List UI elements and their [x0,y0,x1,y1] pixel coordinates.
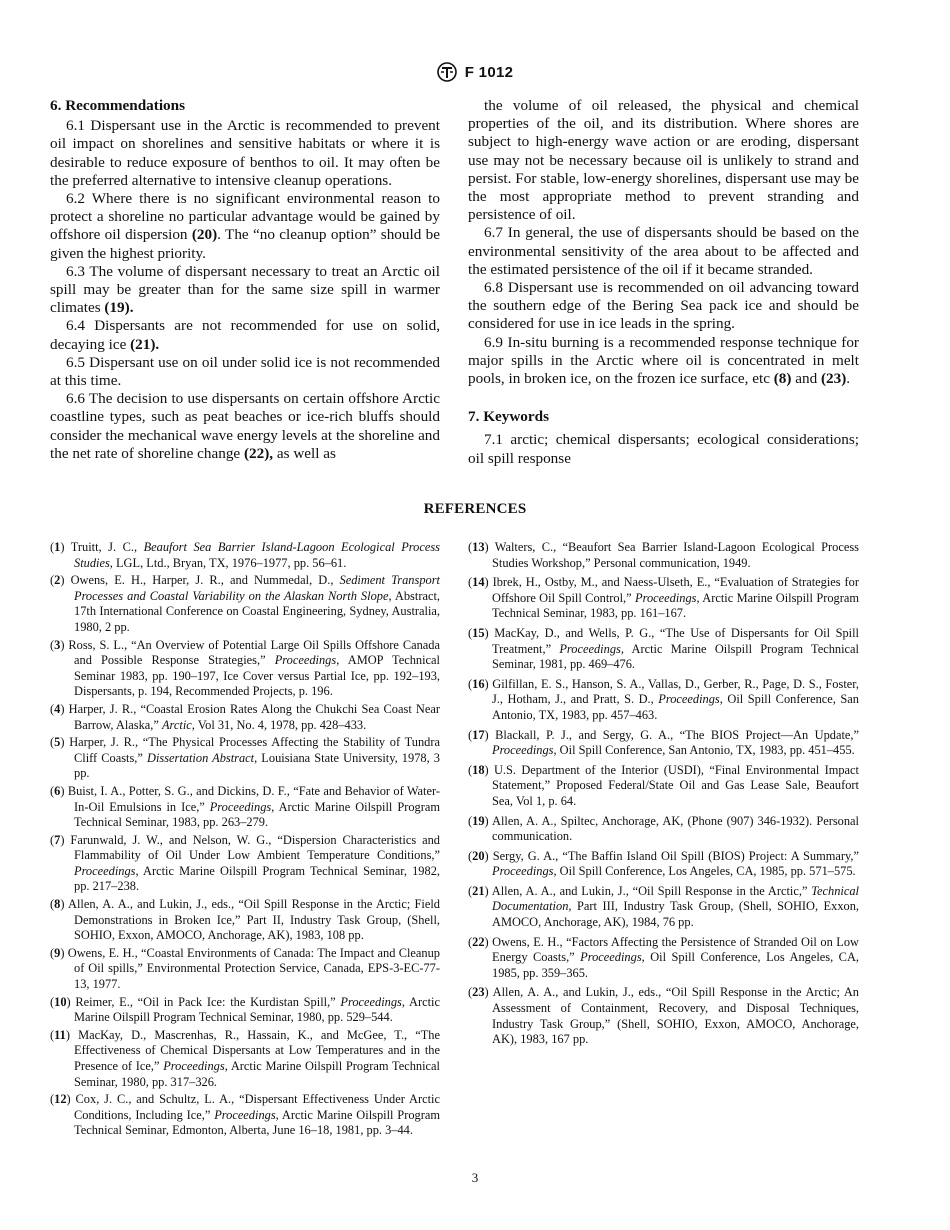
references-left-column [50,540,440,1141]
reference-item: (14) Ibrek, H., Ostby, M., and Naess-Ulseth, E., “Evaluation of Strategies for Offshore Oil Spill Control,” Proceedings, Arctic Marine Oilspill Program Technical Seminar, 1983, pp. 161–167. [468,575,859,621]
reference-item: (9) Owens, E. H., “Coastal Environments of Canada: The Impact and Cleanup of Oil spills,” Environmental Protection Service, Canada, EPS-3-EC-77-13, 1977. [50,945,440,992]
reference-item: (10) Reimer, E., “Oil in Pack Ice: the Kurdistan Spill,” Proceedings, Arctic Marine Oilspill Program Technical Seminar, 1980, pp. 529–544. [50,994,440,1025]
section-6-continued-paragraphs [468,97,859,388]
paragraph: 6.4 Dispersants are not recommended for use on solid, decaying ice (21). [50,317,440,353]
standard-designation: F 1012 [464,63,514,81]
paragraph: 6.6 The decision to use dispersants on certain offshore Arctic coastline types, such as peat beaches or ice-rich bluffs should consider the mechanical wave energy levels at the shoreline and the net rate of shoreline change (22), as well as [50,390,440,462]
reference-item: (17) Blackall, P. J., and Sergy, G. A., “The BIOS Project—An Update,” Proceedings, Oil Spill Conference, San Antonio, TX, 1983, pp. 451–455. [468,727,859,758]
reference-item: (20) Sergy, G. A., “The Baffin Island Oil Spill (BIOS) Project: A Summary,” Proceedings, Oil Spill Conference, Los Angeles, CA, 1985, pp. 571–575. [468,848,859,879]
paragraph: the volume of oil released, the physical and chemical properties of the oil, and its distribution. Where shores are subject to high-energy wave action or are eroding, dispersant use may not be necessary because oil is unlikely to strand and persist. For stable, low-energy shorelines, dispersant use may be the most appropriate method to prevent stranding and persistence of oil. [468,97,859,224]
paragraph: 6.2 Where there is no significant environmental reason to protect a shoreline no particular advantage would be gained by offshore oil dispersion (20). The “no cleanup option” should be given the highest priority. [50,190,440,262]
reference-item: (3) Ross, S. L., “An Overview of Potential Large Oil Spills Offshore Canada and Possible Response Strategies,” Proceedings, AMOP Technical Seminar 1983, pp. 190–197, Ice Cover versus Partial Ice, pp. 192–193, Dispersants, p. 194, Recommended Projects, p. 196. [50,637,440,699]
paragraph: 6.8 Dispersant use is recommended on oil advancing toward the southern edge of the Bering Sea pack ice and should be considered for use in ice leads in the spring. [468,279,859,333]
left-column [50,97,440,463]
right-column [468,97,859,468]
paragraph: 6.5 Dispersant use on oil under solid ice is not recommended at this time. [50,353,440,390]
reference-item: (5) Harper, J. R., “The Physical Processes Affecting the Stability of Tundra Cliff Coasts,” Dissertation Abstract, Louisiana State University, 1978, 3 pp. [50,735,440,781]
references-title: REFERENCES [423,501,527,517]
reference-item: (18) U.S. Department of the Interior (USDI), “Final Environmental Impact Statement,” Proposed Federal/State Oil and Gas Lease Sale, Beaufort Sea, Vol 1, p. 64. [468,762,859,808]
reference-item: (6) Buist, I. A., Potter, S. G., and Dickins, D. F., “Fate and Behavior of Water-In-Oil Emulsions in Ice,” Proceedings, Arctic Marine Oilspill Program Technical Seminar, 1983, pp. 263–279. [50,783,440,830]
reference-item: (12) Cox, J. C., and Schultz, L. A., “Dispersant Effectiveness Under Arctic Conditions, Including Ice,” Proceedings, Arctic Marine Oilspill Program Technical Seminar, Edmonton, Alberta, June 16–18, 1981, pp. 3–44. [50,1092,440,1138]
page-header [0,62,950,82]
paragraph: 6.3 The volume of dispersant necessary to treat an Arctic oil spill may be greater than for the same size spill in warmer climates (19). [50,262,440,317]
section-6-paragraphs [50,117,440,463]
reference-item: (7) Farunwald, J. W., and Nelson, W. G., “Dispersion Characteristics and Flammability of Oil Under Low Ambient Temperature Conditions,” Proceedings, Arctic Marine Oilspill Program Technical Seminar, 1982, pp. 217–238. [50,832,440,894]
paragraph: 6.7 In general, the use of dispersants should be based on the environmental sensitivity of the area about to be affected and the estimated persistence of the oil if it became stranded. [468,224,859,278]
reference-item: (8) Allen, A. A., and Lukin, J., eds., “Oil Spill Response in the Arctic; Field Demonstrations in Broken Ice,” Part II, Industry Task Group, (Shell, SOHIO, Exxon, AMOCO, Anchorage, AK), 1983, 108 pp. [50,897,440,943]
reference-item: (15) MacKay, D., and Wells, P. G., “The Use of Dispersants for Oil Spill Treatment,” Proceedings, Arctic Marine Oilspill Program Technical Seminar, 1981, pp. 469–476. [468,625,859,672]
paragraph: 7.1 arctic; chemical dispersants; ecological considerations; oil spill response [468,431,859,467]
reference-item: (2) Owens, E. H., Harper, J. R., and Nummedal, D., Sediment Transport Processes and Coastal Variability on the Alaskan North Slope, Abstract, 17th International Conference on Coastal Engineering, Sydney, Australia, 1980, 2 pp. [50,573,440,634]
section-6-heading: 6. Recommendations [50,97,185,114]
paragraph: 6.1 Dispersant use in the Arctic is recommended to prevent oil impact on shorelines and sensitive habitats or where it is desirable to reduce exposure of benthos to oil. It may often be the preferred alternative to intensive cleanup operations. [50,117,440,189]
reference-item: (11) MacKay, D., Mascrenhas, R., Hassain, K., and McGee, T., “The Effectiveness of Chemical Dispersants at Low Temperatures and in the Presence of Ice,” Proceedings, Arctic Marine Oilspill Program Technical Seminar, 1980, pp. 317–326. [50,1027,441,1089]
reference-item: (22) Owens, E. H., “Factors Affecting the Persistence of Stranded Oil on Low Energy Coasts,” Proceedings, Oil Spill Conference, Los Angeles, CA, 1985, pp. 359–365. [468,934,859,980]
reference-item: (16) Gilfillan, E. S., Hanson, S. A., Vallas, D., Gerber, R., Page, D. S., Foster, J., Hotham, J., and Pratt, S. D., Proceedings, Oil Spill Conference, San Antonio, TX, 1983, pp. 457–463. [468,676,859,722]
page-number: 3 [471,1170,479,1185]
reference-item: (23) Allen, A. A., and Lukin, J., eds., “Oil Spill Response in the Arctic; An Assessment of Containment, Recovery, and Disposal Techniques, Industry Task Group,” (Shell, SOHIO, Exxon, AMOCO, Anchorage, AK), 1983, 167 pp. [468,985,859,1047]
references-right-column [468,540,859,1052]
paragraph: 6.9 In-situ burning is a recommended response technique for major spills in the Arctic where oil is concentrated in melt pools, in broken ice, on the frozen ice surface, etc (8) and (23). [468,333,859,388]
reference-item: (13) Walters, C., “Beaufort Sea Barrier Island-Lagoon Ecological Process Studies Workshop,” Personal communication, 1949. [468,540,859,570]
reference-item: (21) Allen, A. A., and Lukin, J., “Oil Spill Response in the Arctic,” Technical Documentation, Part III, Industry Task Group, (Shell, SOHIO, Exxon, AMOCO, Anchorage, AK), 1984, 76 pp. [468,883,859,930]
reference-item: (1) Truitt, J. C., Beaufort Sea Barrier Island-Lagoon Ecological Process Studies, LGL, Ltd., Bryan, TX, 1976–1977, pp. 56–61. [50,540,440,570]
reference-item: (19) Allen, A. A., Spiltec, Anchorage, AK, (Phone (907) 346-1932). Personal communication. [468,813,859,844]
reference-item: (4) Harper, J. R., “Coastal Erosion Rates Along the Chukchi Sea Coast Near Barrow, Alaska,” Arctic, Vol 31, No. 4, 1978, pp. 428–433. [50,701,440,732]
section-7-heading: 7. Keywords [468,408,549,426]
astm-logo-icon [437,62,457,82]
section-7-paragraphs [468,431,859,467]
